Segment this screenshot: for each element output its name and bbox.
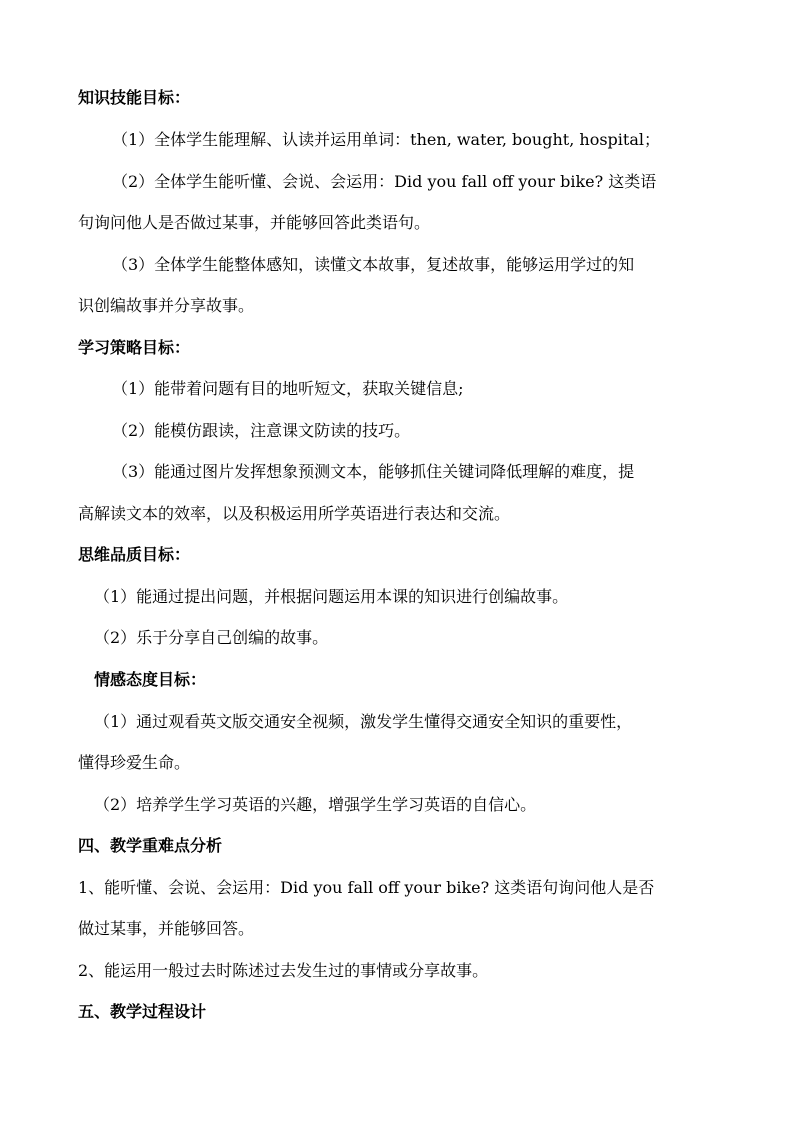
difficulty-item-1-line-2: 做过某事，并能够回答。 bbox=[78, 919, 255, 938]
knowledge-item-3-line-2: 识创编故事并分享故事。 bbox=[78, 296, 255, 315]
knowledge-item-2-line-2: 句询问他人是否做过某事，并能够回答此类语句。 bbox=[78, 213, 431, 232]
strategy-item-1: （1）能带着问题有目的地听短文，获取关键信息; bbox=[112, 379, 464, 398]
difficulty-item-2: 2、能运用一般过去时陈述过去发生过的事情或分享故事。 bbox=[78, 961, 489, 980]
heading-knowledge: 知识技能目标： bbox=[78, 88, 191, 107]
emotion-item-1-line-1: （1）通过观看英文版交通安全视频，激发学生懂得交通安全知识的重要性， bbox=[94, 712, 633, 731]
emotion-item-2: （2）培养学生学习英语的兴趣，增强学生学习英语的自信心。 bbox=[94, 795, 537, 814]
heading-process: 五、教学过程设计 bbox=[78, 1002, 207, 1021]
heading-strategy: 学习策略目标： bbox=[78, 338, 191, 357]
heading-difficulty: 四、教学重难点分析 bbox=[78, 836, 223, 855]
knowledge-item-1: （1）全体学生能理解、认读并运用单词：then, water, bought, hospital； bbox=[112, 130, 660, 149]
strategy-item-3-line-1: （3）能通过图片发挥想象预测文本，能够抓住关键词降低理解的难度，提 bbox=[112, 462, 635, 481]
knowledge-item-3-line-1: （3）全体学生能整体感知，读懂文本故事，复述故事，能够运用学过的知 bbox=[112, 255, 635, 274]
heading-thinking: 思维品质目标： bbox=[78, 545, 191, 564]
strategy-item-2: （2）能模仿跟读，注意课文防读的技巧。 bbox=[112, 421, 411, 440]
strategy-item-3-line-2: 高解读文本的效率，以及积极运用所学英语进行表达和交流。 bbox=[78, 504, 511, 523]
difficulty-item-1-line-1: 1、能听懂、会说、会运用：Did you fall off your bike? 这类语句询问他人是否 bbox=[78, 878, 655, 897]
thinking-item-1: （1）能通过提出问题，并根据问题运用本课的知识进行创编故事。 bbox=[94, 587, 569, 606]
knowledge-item-2-line-1: （2）全体学生能听懂、会说、会运用：Did you fall off your bike? 这类语 bbox=[112, 172, 657, 191]
emotion-item-1-line-2: 懂得珍爱生命。 bbox=[78, 753, 191, 772]
heading-emotion: 情感态度目标： bbox=[94, 670, 207, 689]
thinking-item-2: （2）乐于分享自己创编的故事。 bbox=[94, 628, 329, 647]
